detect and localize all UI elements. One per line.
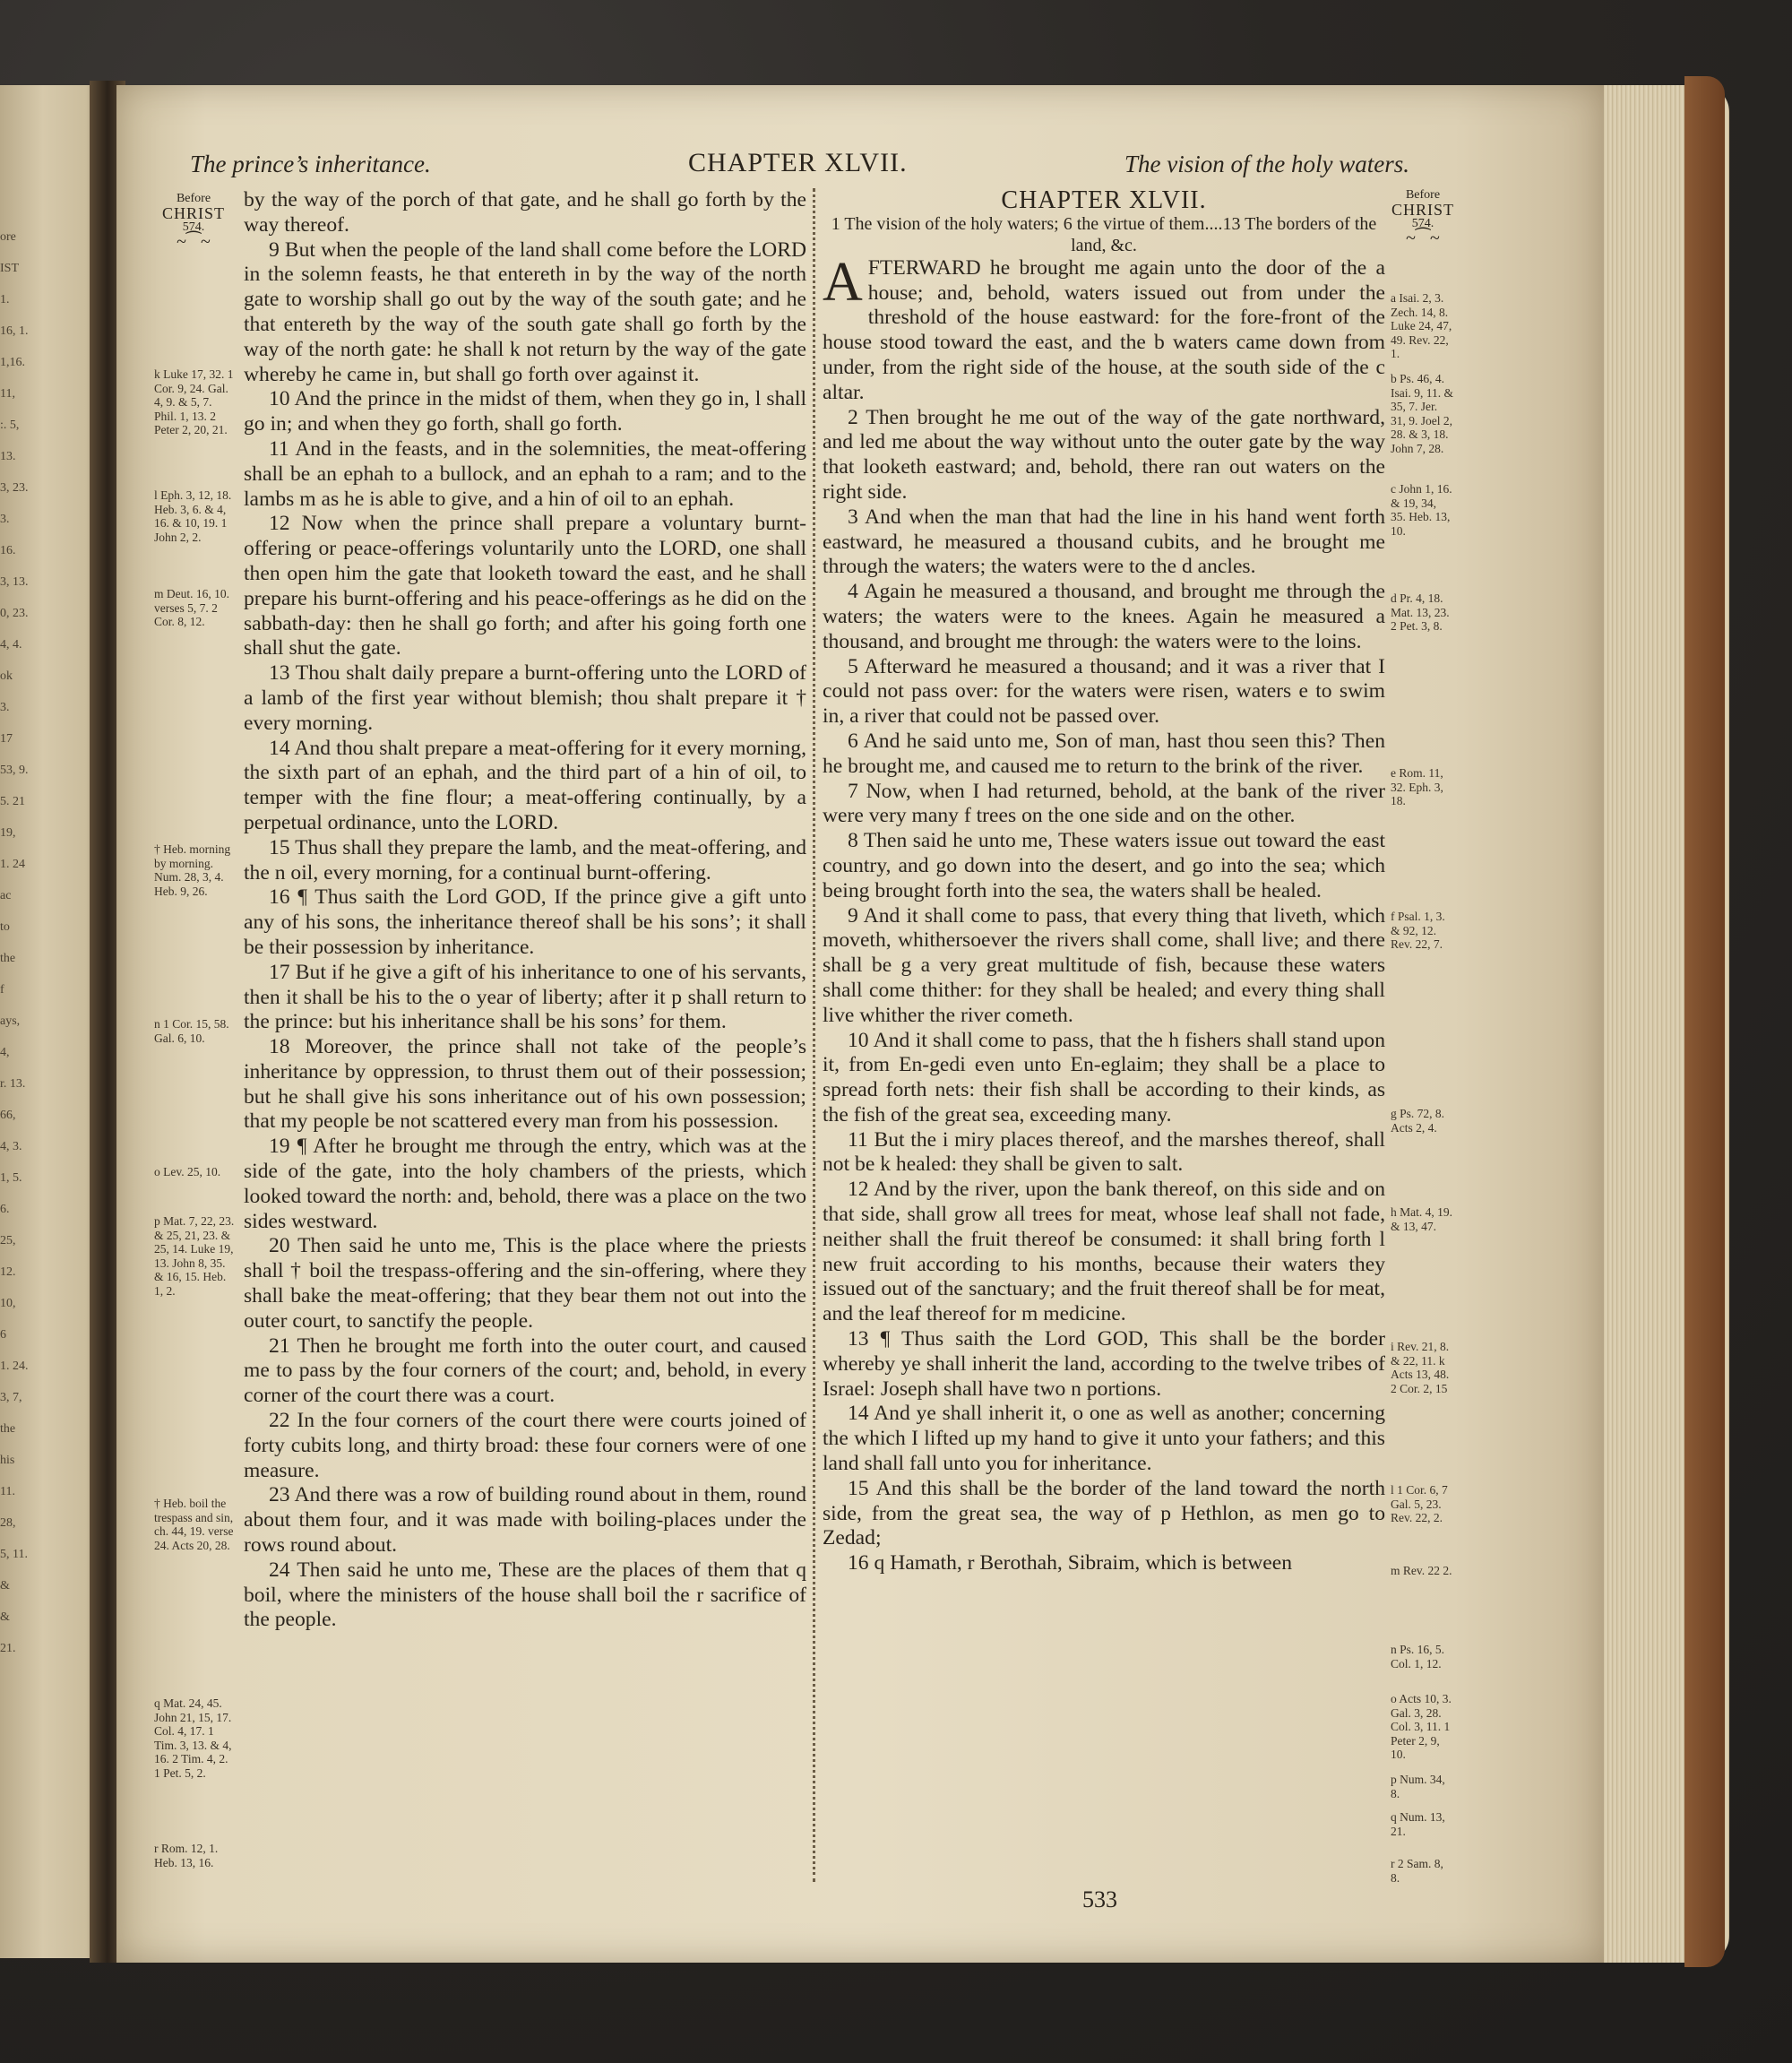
left-page-fragment: 1, 5. bbox=[0, 1171, 22, 1185]
column-divider bbox=[813, 188, 819, 1882]
left-page-fragment: 19, bbox=[0, 826, 16, 840]
left-page-fragment: & bbox=[0, 1610, 10, 1624]
margin-note: n 1 Cor. 15, 58. Gal. 6, 10. bbox=[154, 1017, 229, 1045]
left-page-fragment: :. 5, bbox=[0, 419, 20, 432]
verse-paragraph: 22 In the four corners of the court there were courts joined of forty cubits long, and thirty broad: these four corners were of one measure. bbox=[244, 1409, 806, 1482]
year-label: 574. bbox=[1411, 217, 1434, 230]
verse-paragraph: 16 ¶ Thus saith the Lord GOD, If the prince give a gift unto any of his sons, the inheritance thereof shall be his sons’; it shall be their possession by inheritance. bbox=[244, 885, 806, 959]
left-page-fragment: 1. 24 bbox=[0, 858, 25, 871]
verse-paragraph: 14 And ye shall inherit it, o one as well as another; concerning the which I lifted up my hand to give it unto your fathers; and this land shall fall unto you for inheritance. bbox=[823, 1402, 1385, 1476]
left-page-fragment: 3, 13. bbox=[0, 575, 29, 589]
left-page-fragment: ok bbox=[0, 669, 13, 683]
margin-note: f Psal. 1, 3. & 92, 12. Rev. 22, 7. bbox=[1391, 910, 1445, 951]
left-page-fragment: 1. 24. bbox=[0, 1360, 29, 1373]
left-page-fragment: 3, 23. bbox=[0, 481, 29, 495]
before-label: Before bbox=[176, 192, 211, 205]
left-page-fragment: 5, 11. bbox=[0, 1548, 28, 1561]
verse-paragraph: 10 And it shall come to pass, that the h fishers shall stand upon it, from En-gedi even unto En-eglaim; they shall be a place to spread forth nets: their fish shall be according to their kinds, as the fish of the great sea, exceeding many. bbox=[823, 1028, 1385, 1126]
verse-paragraph: 19 ¶ After he brought me through the entry, which was at the side of the gate, into the holy chambers of the priests, which looked toward the north: and, behold, there was a place on the two sides westward. bbox=[244, 1135, 806, 1233]
verse-paragraph: 10 And the prince in the midst of them, when they go in, l shall go in; and when they go forth, shall go forth. bbox=[244, 387, 806, 436]
margin-note: c John 1, 16. & 19, 34, 35. Heb. 13, 10. bbox=[1391, 482, 1452, 538]
margin-note: i Rev. 21, 8. & 22, 11. k Acts 13, 48. 2 Cor. 2, 15 bbox=[1391, 1340, 1450, 1395]
verse-paragraph: 11 But the i miry places thereof, and the marshes thereof, shall not be k healed: they shall be given to salt. bbox=[823, 1127, 1385, 1177]
left-page-fragment: f bbox=[0, 983, 4, 997]
header-center: CHAPTER XLVII. bbox=[688, 148, 908, 177]
verse-paragraph: 9 And it shall come to pass, that every thing that liveth, which moveth, whithersoever the rivers shall come, shall live; and there shall be g a very great multitude of fish, because these waters shall come thither: for they shall be healed; and every thing shall live whither the river cometh. bbox=[823, 903, 1385, 1027]
left-page-fragment: 1. bbox=[0, 293, 10, 306]
first-verse bbox=[823, 251, 1385, 406]
page-number: 533 bbox=[1082, 1886, 1117, 1912]
left-page-fragment: IST bbox=[0, 262, 19, 275]
margin-note: † Heb. morning by morning. Num. 28, 3, 4. Heb. 9, 26. bbox=[154, 842, 231, 898]
verse-paragraph: 17 But if he give a gift of his inheritance to one of his servants, then it shall be his to the o year of liberty; after it p shall return to the prince: but his inheritance shall be his sons’ for them. bbox=[244, 960, 806, 1034]
margin-note: r Rom. 12, 1. Heb. 13, 16. bbox=[154, 1842, 219, 1869]
left-page-fragment: 3, 7, bbox=[0, 1391, 22, 1404]
christ-label: CHRIST bbox=[161, 204, 225, 222]
margin-note: e Rom. 11, 32. Eph. 3, 18. bbox=[1391, 766, 1443, 807]
left-page-fragment: ac bbox=[0, 889, 12, 902]
verse-paragraph: 8 Then said he unto me, These waters issue out toward the east country, and go down into the desert, and go into the sea; which being brought forth into the sea, the waters shall be healed. bbox=[823, 829, 1385, 902]
verse-paragraph: 9 But when the people of the land shall come before the LORD in the solemn feasts, he that entereth in by the way of the north gate to worship shall go out by the way of the south gate; and he that entereth by the way of the south gate shall go forth by the way of the north gate: he shall k not return by the way of the gate whereby he came in, but shall go forth over against it. bbox=[244, 237, 806, 386]
margin-note: m Deut. 16, 10. verses 5, 7. 2 Cor. 8, 12. bbox=[154, 587, 229, 628]
left-page-fragment: r. 13. bbox=[0, 1077, 26, 1091]
left-page-fragment: his bbox=[0, 1454, 15, 1467]
year-label: 574. bbox=[182, 220, 205, 234]
margin-note: r 2 Sam. 8, 8. bbox=[1391, 1857, 1443, 1885]
left-page-fragment: 0, 23. bbox=[0, 607, 29, 620]
left-page-fragment: 25, bbox=[0, 1234, 16, 1247]
margin-note: † Heb. boil the trespass and sin, ch. 44, 19. verse 24. Acts 20, 28. bbox=[154, 1497, 234, 1552]
swash-ornament: ~⁀~ bbox=[1406, 229, 1440, 248]
margin-note: l 1 Cor. 6, 7 Gal. 5, 23. Rev. 22, 2. bbox=[1391, 1483, 1448, 1524]
verse-paragraph: 13 ¶ Thus saith the Lord GOD, This shall be the border whereby ye shall inherit the land, according to the twelve tribes of Israel: Joseph shall have two n portions. bbox=[823, 1327, 1385, 1401]
header-right: The vision of the holy waters. bbox=[1124, 151, 1409, 177]
left-page-fragment: 4, 4. bbox=[0, 638, 22, 652]
verse-paragraph: 24 Then said he unto me, These are the places of them that q boil, where the ministers of the house shall boil the r sacrifice of the people. bbox=[244, 1558, 806, 1632]
margin-note: o Lev. 25, 10. bbox=[154, 1165, 221, 1178]
verse-paragraph: 3 And when the man that had the line in his hand went forth eastward, he measured a thousand cubits, and he brought me through the waters; the waters were to the d ancles. bbox=[823, 505, 1385, 579]
margin-note: p Mat. 7, 22, 23. & 25, 21, 23. & 25, 14. Luke 19, 13. John 8, 35. & 16, 15. Heb. 1, 2. bbox=[154, 1214, 235, 1298]
verse-paragraph: 21 Then he brought me forth into the outer court, and caused me to pass by the four corners of the court; and, behold, in every corner of the court there was a court. bbox=[244, 1334, 806, 1408]
verse-paragraph: 18 Moreover, the prince shall not take of the people’s inheritance by oppression, to thrust them out of their possession; but he shall give his sons inheritance out of his own possession; that my people be not scattered every man from his possession. bbox=[244, 1035, 806, 1134]
verse-paragraph: 12 Now when the prince shall prepare a voluntary burnt-offering or peace-offerings voluntarily unto the LORD, one shall then open him the gate that looketh toward the east, and he shall prepare his burnt-offering and his peace-offerings as he did on the sabbath-day: then he shall go forth; and after his going forth one shall shut the gate. bbox=[244, 512, 806, 660]
left-page-fragment: 5. 21 bbox=[0, 795, 25, 808]
margin-note: k Luke 17, 32. 1 Cor. 9, 24. Gal. 4, 9. & 5, 7. Phil. 1, 13. 2 Peter 2, 20, 21. bbox=[154, 367, 234, 436]
left-page-fragment: 11. bbox=[0, 1485, 15, 1498]
left-page-fragment: 6. bbox=[0, 1203, 10, 1216]
swash-ornament: ~⁀~ bbox=[177, 232, 211, 252]
left-page-fragment: 12. bbox=[0, 1265, 16, 1279]
chapter-summary: 1 The vision of the holy waters; 6 the virtue of them....13 The borders of the land, &c. bbox=[831, 213, 1377, 255]
margin-note: g Ps. 72, 8. Acts 2, 4. bbox=[1391, 1107, 1445, 1135]
margin-note: l Eph. 3, 12, 18. Heb. 3, 6. & 4, 16. & 10, 19. 1 John 2, 2. bbox=[154, 488, 232, 544]
left-page-fragment: 4, bbox=[0, 1046, 10, 1059]
before-label: Before bbox=[1405, 188, 1441, 202]
left-page-fragment: 11, bbox=[0, 387, 15, 401]
left-page-fragment: 4, 3. bbox=[0, 1140, 22, 1153]
margin-note: q Num. 13, 21. bbox=[1391, 1810, 1445, 1838]
left-page-fragment: 1,16. bbox=[0, 356, 25, 369]
margin-note: n Ps. 16, 5. Col. 1, 12. bbox=[1391, 1643, 1445, 1670]
verse-paragraph: 16 q Hamath, r Berothah, Sibraim, which is between bbox=[848, 1551, 1293, 1575]
verse-paragraph: by the way of the porch of that gate, and he shall go forth by the way thereof. bbox=[244, 188, 806, 237]
margin-note: p Num. 34, 8. bbox=[1391, 1773, 1445, 1800]
verse-paragraph: 20 Then said he unto me, This is the place where the priests shall † boil the trespass-offering and the sin-offering, where they shall bake the meat-offering; that they bear them not out into the outer court, to sanctify the people. bbox=[244, 1234, 806, 1333]
left-page-fragment: the bbox=[0, 1422, 16, 1436]
before-christ-right bbox=[1387, 188, 1459, 246]
verse-paragraph: 15 And this shall be the border of the land toward the north side, from the great sea, the way of p Hethlon, as men go to Zedad; bbox=[823, 1476, 1385, 1550]
header-left: The prince’s inheritance. bbox=[190, 151, 431, 177]
left-page-fragment: 3. bbox=[0, 701, 10, 714]
margin-note: m Rev. 22 2. bbox=[1391, 1564, 1452, 1577]
left-page-fragment: 16. bbox=[0, 544, 16, 557]
verse-paragraph: 23 And there was a row of building round about in them, round about them four, and it was made with boiling-places under the rows round about. bbox=[244, 1483, 806, 1558]
left-page-fragment: to bbox=[0, 920, 10, 934]
left-page-fragment: 6 bbox=[0, 1328, 6, 1342]
left-page-fragment: & bbox=[0, 1579, 10, 1593]
verse-paragraph: 12 And by the river, upon the bank thereof, on this side and on that side, shall grow all trees for meat, whose leaf shall not fade, neither shall the fruit thereof be consumed: it shall bring forth l new fruit according to his months, because their waters they issued out of the sanctuary; and the fruit thereof shall be for meat, and the leaf thereof for m medicine. bbox=[823, 1178, 1385, 1326]
christ-label: CHRIST bbox=[1391, 201, 1454, 219]
verse-paragraph: 13 Thou shalt daily prepare a burnt-offering unto the LORD of a lamb of the first year without blemish; thou shalt prepare it † every morning. bbox=[244, 661, 806, 735]
verse-paragraph: 5 Afterward he measured a thousand; and it was a river that I could not pass over: for the waters were risen, waters e to swim in, a river that could not be passed over. bbox=[823, 654, 1385, 729]
left-page-fragment: ore bbox=[0, 230, 16, 244]
left-page-fragment: 10, bbox=[0, 1297, 16, 1310]
margin-note: q Mat. 24, 45. John 21, 15, 17. Col. 4, 17. 1 Tim. 3, 13. & 4, 16. 2 Tim. 4, 2. 1 Pet. 5, 2. bbox=[154, 1696, 232, 1780]
verse-paragraph: 2 Then brought he me out of the way of the gate northward, and led me about the way without unto the outer gate by the way that looketh eastward; and, behold, there ran out waters on the right side. bbox=[823, 405, 1385, 504]
book-cover bbox=[1684, 76, 1725, 1967]
drop-cap: A bbox=[823, 251, 863, 313]
left-page-fragment: 66, bbox=[0, 1109, 16, 1122]
left-page-fragment: 28, bbox=[0, 1516, 16, 1530]
margin-note: b Ps. 46, 4. Isai. 9, 11. & 35, 7. Jer. 31, 9. Joel 2, 28. & 3, 18. John 7, 28. bbox=[1391, 372, 1453, 455]
margin-note: d Pr. 4, 18. Mat. 13, 23. 2 Pet. 3, 8. bbox=[1391, 591, 1450, 633]
left-page-fragment: 16, 1. bbox=[0, 324, 29, 338]
first-verse-text: FTERWARD he brought me again unto the door of the a house; and, behold, waters issued out from under the threshold of the house eastward: for the fore-front of the house stood toward the east, and the b waters came down from under, from the right side of the house, at the south side of the c altar. bbox=[823, 255, 1385, 404]
left-page-fragment: 13. bbox=[0, 450, 16, 463]
verse-paragraph: 4 Again he measured a thousand, and brought me through the waters; the waters were to the knees. Again he measured a thousand, and brought me through: the waters were to the loins. bbox=[823, 580, 1385, 653]
left-page-fragment: ays, bbox=[0, 1014, 21, 1028]
verse-paragraph: 6 And he said unto me, Son of man, hast thou seen this? Then he brought me, and caused me to return to the brink of the river. bbox=[823, 729, 1385, 778]
margin-note: o Acts 10, 3. Gal. 3, 28. Col. 3, 11. 1 Peter 2, 9, 10. bbox=[1391, 1692, 1452, 1761]
verse-paragraph: 11 And in the feasts, and in the solemnities, the meat-offering shall be an ephah to a bullock, and an ephah to a ram; and to the lambs m as he is able to give, and a hin of oil to an ephah. bbox=[244, 436, 806, 511]
left-page-fragment: 21. bbox=[0, 1642, 16, 1655]
left-page-fragment: 53, 9. bbox=[0, 764, 29, 777]
chapter-title: CHAPTER XLVII. bbox=[1001, 186, 1207, 214]
left-page-fragments bbox=[0, 229, 54, 1671]
margin-note: h Mat. 4, 19. & 13, 47. bbox=[1391, 1205, 1452, 1233]
left-page-fragment: 3. bbox=[0, 513, 10, 526]
text-column-left bbox=[244, 188, 806, 1633]
left-page-fragment: 17 bbox=[0, 732, 13, 746]
verse-paragraph: 7 Now, when I had returned, behold, at the bank of the river were very many f trees on the one side and on the other. bbox=[823, 779, 1385, 828]
margin-note: a Isai. 2, 3. Zech. 14, 8. Luke 24, 47, 49. Rev. 22, 1. bbox=[1391, 291, 1452, 360]
left-page-fragment: the bbox=[0, 952, 16, 965]
verse-paragraph: 15 Thus shall they prepare the lamb, and the meat-offering, and the n oil, every morning, for a continual burnt-offering. bbox=[244, 835, 806, 885]
text-column-right bbox=[823, 188, 1385, 1576]
verse-paragraph: 14 And thou shalt prepare a meat-offering for it every morning, the sixth part of an ephah, and the third part of a hin of oil, to temper with the fine flour; a meat-offering continually, by a perpetual ordinance, unto the LORD. bbox=[244, 736, 806, 834]
before-christ-left bbox=[158, 192, 229, 252]
